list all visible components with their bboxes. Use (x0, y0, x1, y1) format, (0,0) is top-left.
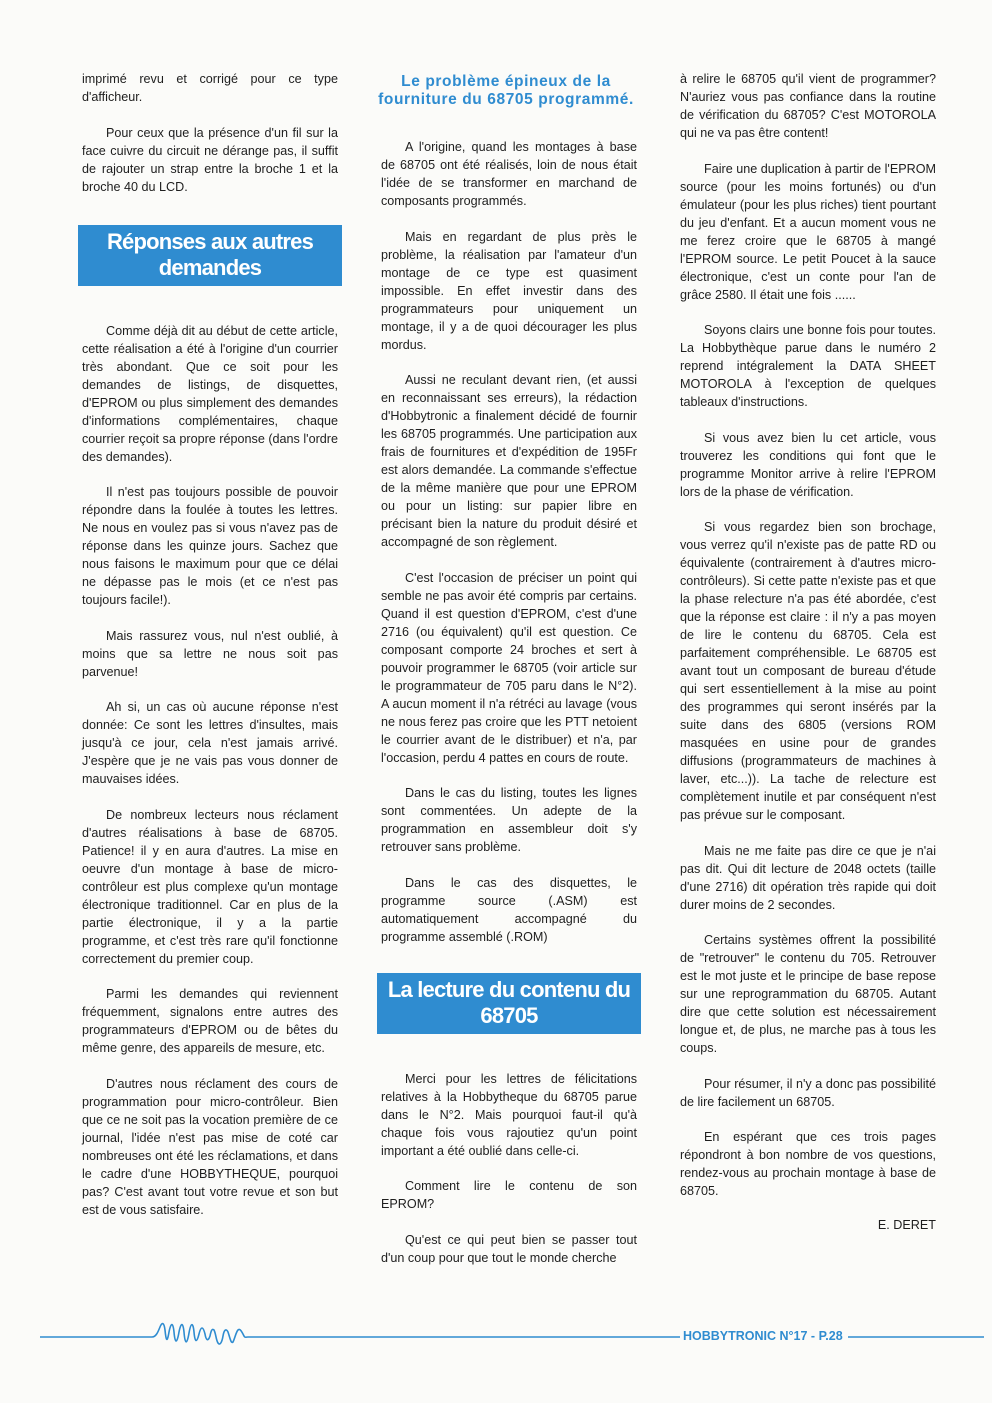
paragraph: D'autres nous réclament des cours de programmation pour micro-contrôleur. Bien que ce ne soit pas la vocation première de ce journal, l'idée n'est pas mise de coté car nombreuses ont été les réclamations, et dans le cadre d'une HOBBYTHEQUE, pourquoi pas? C'est avant tout votre revue et son but est de vous satisfaire. (82, 1076, 338, 1217)
author-signature: E. DERET (877, 1217, 936, 1232)
paragraph: Comment lire le contenu de son EPROM? (381, 1179, 637, 1211)
paragraph: En espérant que ces trois pages répondront à bon nombre de vos questions, rendez-vous au prochain montage à base de 68705. (680, 1130, 936, 1198)
paragraph: Mais ne me faite pas dire ce que je n'ai pas dit. Qui dit lecture de 2048 octets (taille d'une 2716) dit opération très rapide qui doit durer moins de 2 secondes. (680, 843, 936, 912)
paragraph: Comme déjà dit au début de cette article, cette réalisation a été à l'origine d'un courrier très abondant. Que ce soit pour les demandes de listings, de disquettes, d'EPROM ou plus simplement des demandes d'informations complémentaires, chaque courrier reçoit sa propre réponse (dans l'ordre des demandes). (82, 323, 338, 464)
paragraph: Faire une duplication à partir de l'EPROM source (pour les moins fortunés) ou d'un émulateur (pour les plus riches) tient pourtant du jeu d'enfant. Et a aucun moment vous ne me ferez croire que le 68705 à mangé l'EPROM source. Le petit Poucet à la sauce électronique, c'est un conte pour l'an de grâce 2580. Il était une fois ...... (680, 161, 937, 302)
paragraph: Soyons clairs une bonne fois pour toutes. La Hobbythèque parue dans le numéro 2 reprend intégralement la DATA SHEET MOTOROLA à l'exception de quelques tableaux d'instructions. (680, 323, 936, 409)
paragraph: Si vous regardez bien son brochage, vous verrez qu'il n'existe pas de patte RD ou équivalente (contrairement à d'autres micro-contrôleurs). Si cette patte n'existe pas et que la phase relecture n'a pas été abordée, c'est que la réponse est claire : il n'y a pas moyen de lire le contenu du 68705. Cela est parfaitement compréhensible. Le 68705 est avant tout un composant de bureau d'étude qui sert essentiellement à la mise au point des programmes qui seront insérés par la suite dans des 6805 (versions ROM masquées en usine pour de grandes diffusions (programmateurs de machines à laver, etc...)). La tache de relecture est complètement inutile et par conséquent n'est pas prévue sur le composant. (680, 520, 936, 822)
paragraph: Dans le cas des disquettes, le programme source (.ASM) est automatiquement accompagné du programme assemblé (.ROM) (381, 875, 637, 944)
footer-page-label: HOBBYTRONIC N°17 - P.28 (680, 1329, 846, 1343)
paragraph: à relire le 68705 qu'il vient de programmer? N'auriez vous pas confiance dans la routine de vérification du 68705? C'est MOTOROLA qui ne va pas être content! (680, 72, 936, 140)
paragraph: Parmi les demandes qui reviennent fréquemment, signalons entre autres des programmateurs d'EPROM ou de bêtes du même genre, des appareils de mesure, etc. (82, 987, 338, 1055)
paragraph: Pour résumer, il n'y a donc pas possibilité de lire facilement un 68705. (680, 1076, 936, 1109)
paragraph: Mais en regardant de plus près le problème, la réalisation par l'amateur d'un montage de ce type est quasiment impossible. En effet investir dans des programmateurs pour uniquement un montage, il y a de quoi décourager les plus mordus. (381, 229, 637, 352)
paragraph: Si vous avez bien lu cet article, vous trouverez les conditions qui font que le programme Monitor arrive à relire l'EPROM lors de la phase de vérification. (680, 430, 936, 499)
section-heading-supply-problem: Le problème épineux de la fourniture du 68705 programmé. (378, 73, 634, 108)
paragraph: Aussi ne reculant devant rien, (et aussi en reconnaissant ses erreurs), la rédaction d'Hobbytronic a finalement décidé de fournir les 68705 programmés. Une participation aux frais de fournitures et d'expédition de 195Fr est alors demandée. La commande s'effectue de la même manière que pour une EPROM ou pour un listing: sur papier libre en précisant bien la nature du produit désiré et accompagné de son règlement. (381, 373, 637, 549)
section-heading-reading-contents: La lecture du contenu du 68705 (377, 973, 641, 1034)
column-1 (82, 70, 338, 1236)
paragraph: Mais rassurez vous, nul n'est oublié, à moins que sa lettre ne nous soit pas parvenue! (82, 628, 338, 679)
column-2 (378, 70, 637, 1284)
paragraph: Ah si, un cas où aucune réponse n'est donnée: Ce sont les lettres d'insultes, mais jusqu'à ce jour, cela n'est jamais arrivé. J'espère que je ne vais pas vous donner de mauvaises idées. (82, 700, 338, 786)
wave-line-icon (40, 1324, 680, 1344)
paragraph: Merci pour les lettres de félicitations relatives à la Hobbytheque du 68705 parue dans le N°2. Mais pourquoi faut-il qu'à chaque fois vous rajoutiez qu'un point important a été oublié dans celle-ci. (381, 1071, 637, 1158)
column-3 (680, 70, 936, 1232)
paragraph: Pour ceux que la présence d'un fil sur la face cuivre du circuit ne dérange pas, il suffit de rajouter un strap entre la broche 1 et la broche 40 du LCD. (82, 125, 338, 194)
paragraph: C'est l'occasion de préciser un point qui semble ne pas avoir été compris par certains. Quand il est question d'EPROM, c'est d'une 2716 (ou équivalent) qu'il est question. Ce composant comporte 24 broches et sert à pouvoir programmer le 68705 (voir article sur le programmateur de 705 paru dans le N°2). A aucun moment il n'a rétréci au lavage (vous ne nous ferez pas croire que les PTT netoient le courrier avant de le distribuer) et n'a, par l'occasion, perdu 4 pattes en cours de route. (381, 570, 637, 765)
paragraph: De nombreux lecteurs nous réclament d'autres réalisations à base de 68705. Patience! il y en aura d'autres. La mise en oeuvre d'un montage à base de micro-contrôleur est plus complexe qu'un montage électronique traditionnel. Car en plus de la partie électronique, il y a la partie programme, et c'est très rare qu'il fonctionne correctement du premier coup. (82, 807, 338, 966)
paragraph: Certains systèmes offrent la possibilité de "retrouver" le contenu du 705. Retrouver est le mot juste et le principe de base repose sur une reprogrammation du 68705. Autant dire que cette solution est nécessairement longue et, de plus, ne marche pas à tous les coups. (680, 933, 936, 1055)
paragraph: imprimé revu et corrigé pour ce type d'afficheur. (82, 72, 338, 104)
paragraph: Dans le cas du listing, toutes les lignes sont commentées. Un adepte de la programmation en assembleur doit s'y retrouver sans problème. (381, 786, 637, 854)
section-heading-other-requests: Réponses aux autres demandes (78, 225, 342, 286)
paragraph: Qu'est ce qui peut bien se passer tout d'un coup pour que tout le monde cherche (381, 1232, 637, 1265)
paragraph: A l'origine, quand les montages à base de 68705 ont été réalisés, loin de nous était l'idée de se transformer en marchand de composants programmés. (381, 140, 637, 208)
paragraph: Il n'est pas toujours possible de pouvoir répondre dans la foulée à toutes les lettres. Ne nous en voulez pas si vous n'avez pas de réponse dans les quinze jours. Sachez que nous faisons le maximum pour que ce délai ne dépasse pas le mois (et ce n'est pas toujours facile!). (82, 485, 338, 607)
